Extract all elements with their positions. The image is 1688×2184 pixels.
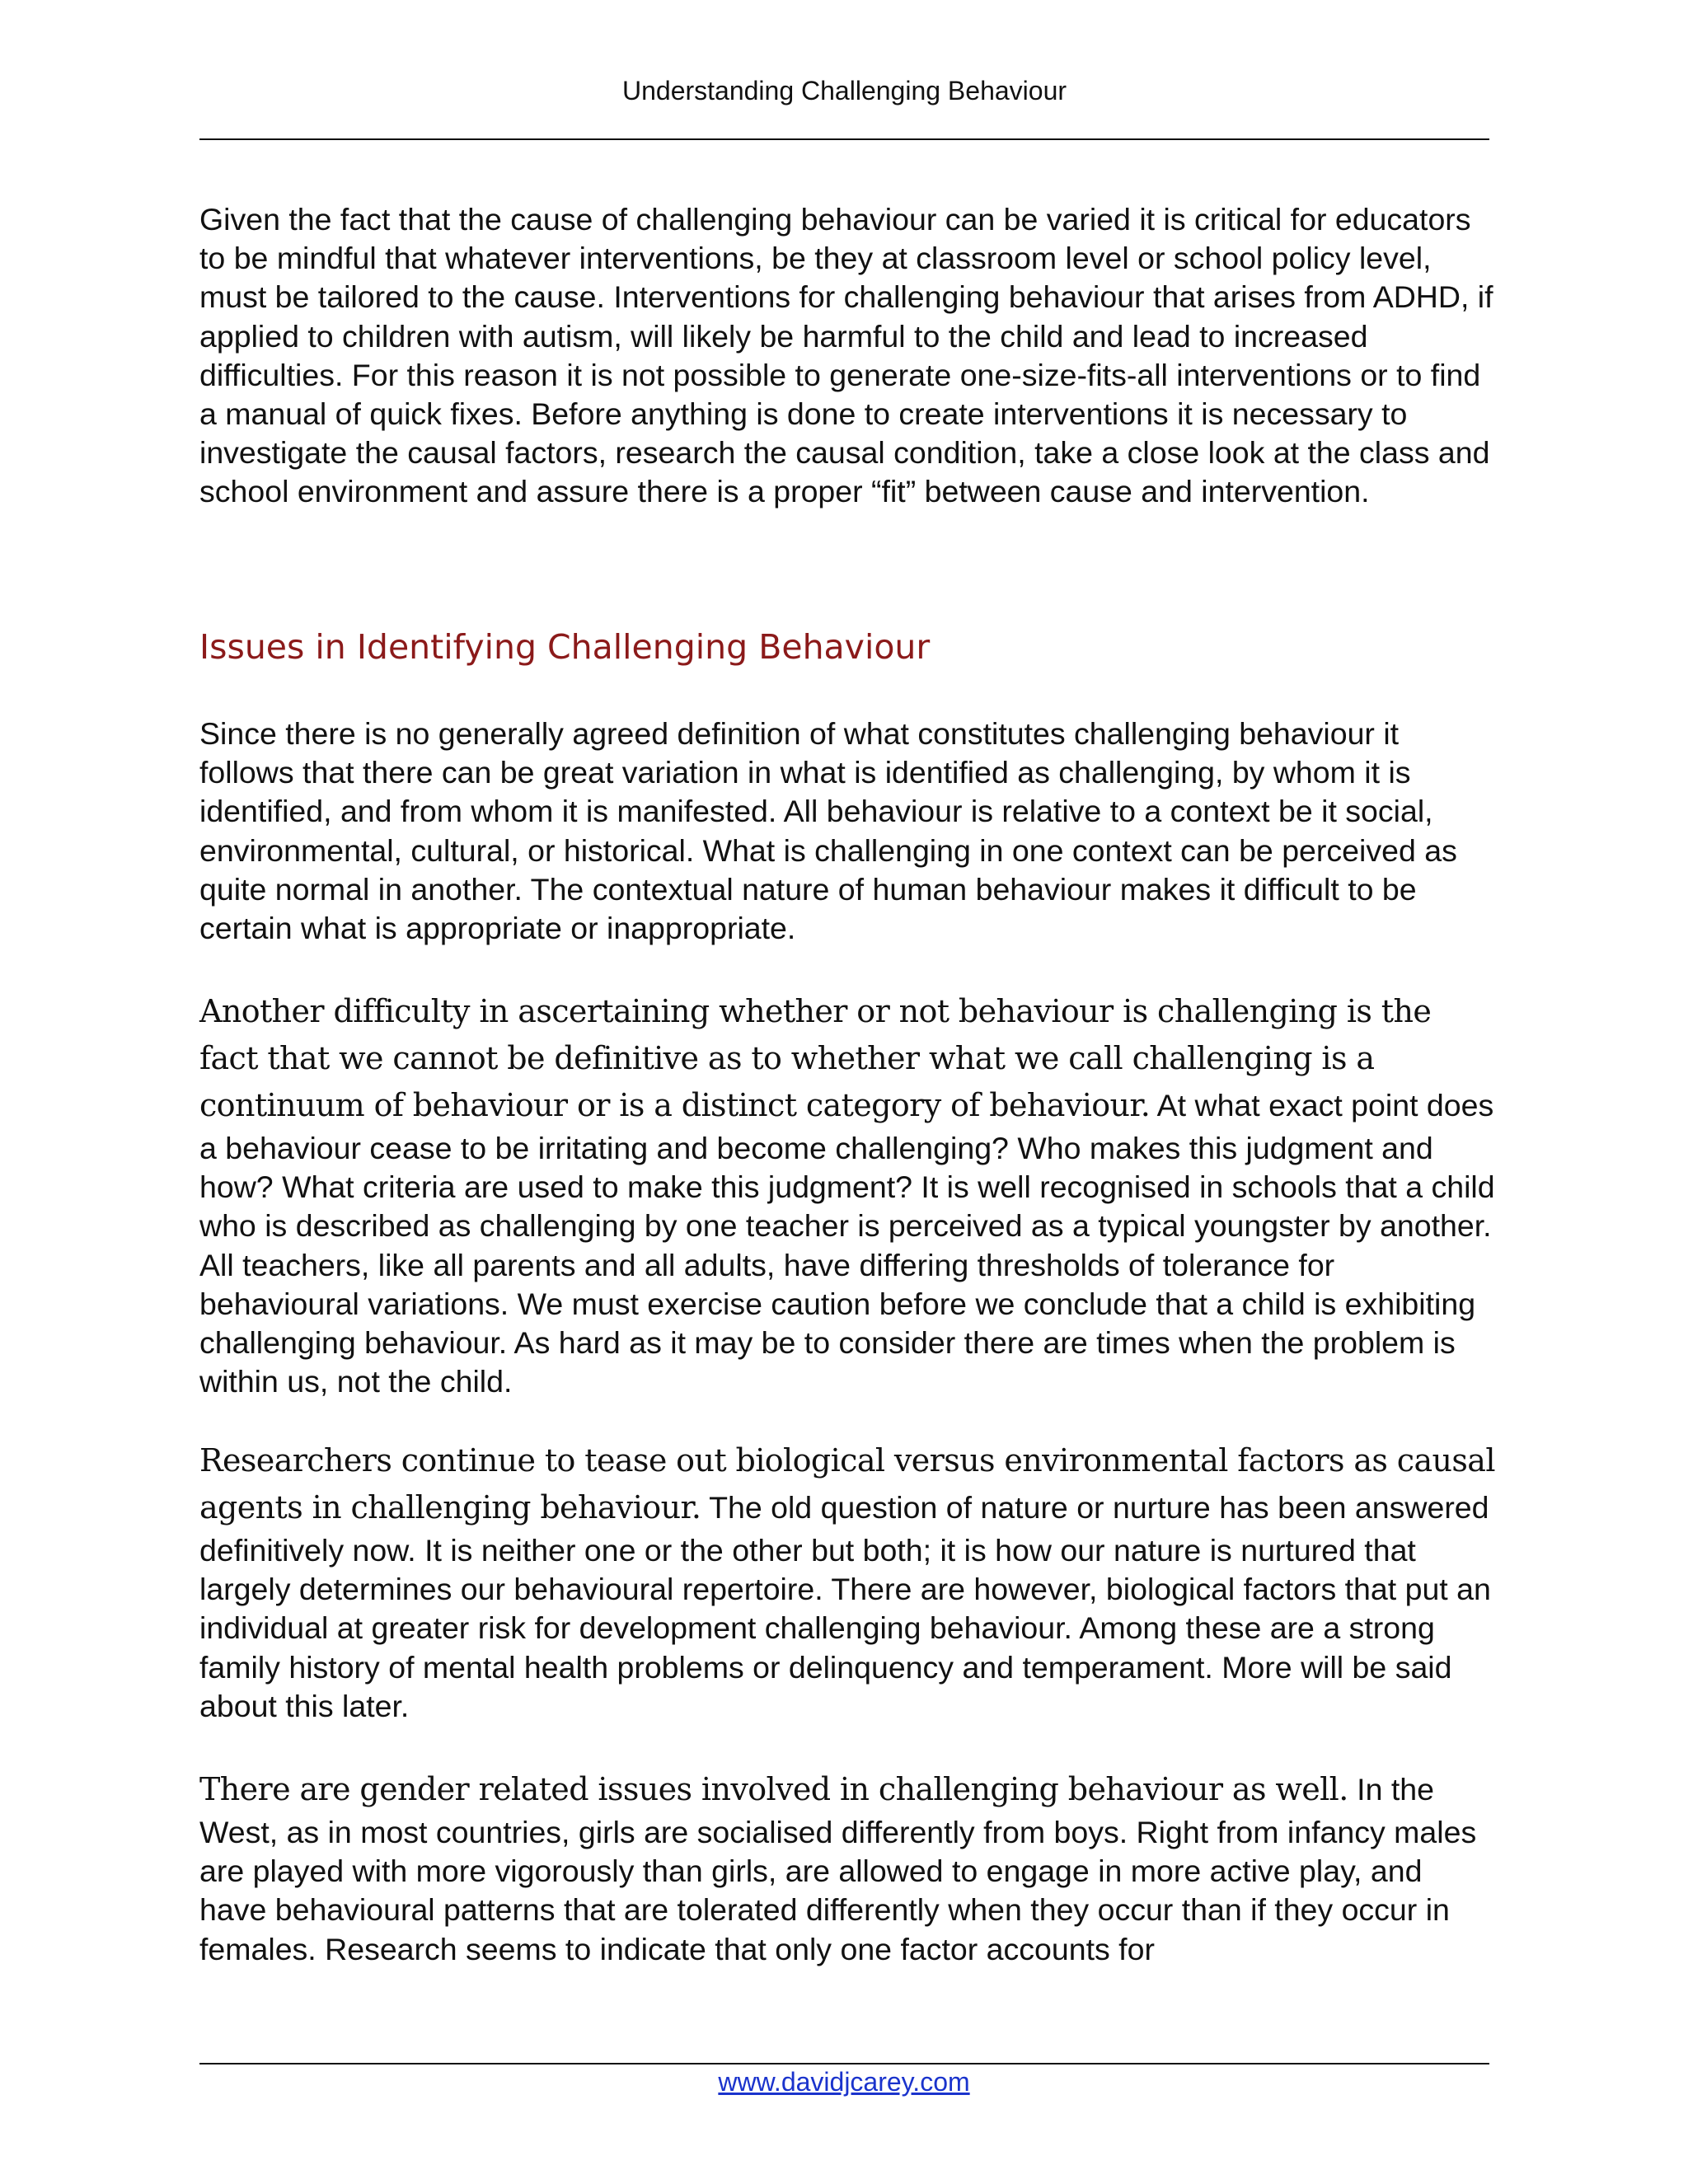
paragraph-5 (199, 1766, 1498, 1969)
paragraph-3 (199, 988, 1498, 1401)
footer-rule (199, 2063, 1489, 2064)
paragraph-3-rest: At what exact point does a behaviour cease to be irritating and become challenging? Who makes this judgment and how? What criteria are used to make this judgment? It is well recognised in schools that a child who is described as challenging by one teacher is perceived as a typical youngster by another. All teachers, like all parents and all adults, have differing thresholds of tolerance for behavioural variations. We must exercise caution before we conclude that a child is exhibiting challenging behaviour. As hard as it may be to consider there are times when the problem is within us, not the child. (199, 1088, 1495, 1399)
paragraph-3-lead: Another difficulty in ascertaining whether or not behaviour is challenging is the fact that we cannot be definitive as to whether what we call challenging is a continuum of behaviour or is a distinct category of behaviour. (199, 993, 1432, 1123)
paragraph-4-lead: Researchers continue to tease out biological versus environmental factors as causal agents in challenging behaviour. (199, 1442, 1495, 1526)
footer (0, 2067, 1688, 2097)
paragraph-2: Since there is no generally agreed definition of what constitutes challenging behaviour it follows that there can be great variation in what is identified as challenging, by whom it is identified, and from whom it is manifested. All behaviour is relative to a context be it social, environmental, cultural, or historical. What is challenging in one context can be perceived as quite normal in another. The contextual nature of human behaviour makes it difficult to be certain what is appropriate or inappropriate. (199, 716, 1457, 946)
paragraph-4-rest: The old question of nature or nurture has been answered definitively now. It is neither one or the other but both; it is how our nature is nurtured that largely determines our behavioural repertoire. There are however, biological factors that put an individual at greater risk for development challenging behaviour. Among these are a strong family history of mental health problems or delinquency and temperament. More will be said about this later. (199, 1490, 1491, 1723)
running-header: Understanding Challenging Behaviour (621, 76, 1067, 105)
header-rule (199, 138, 1489, 140)
website-link[interactable]: www.davidjcarey.com (718, 2067, 970, 2097)
paragraph-4 (199, 1437, 1498, 1726)
section-heading: Issues in Identifying Challenging Behaviour (199, 627, 931, 667)
paragraph-1: Given the fact that the cause of challenging behaviour can be varied it is critical for educators to be mindful that whatever interventions, be they at classroom level or school policy level, must be tailored to the cause. Interventions for challenging behaviour that arises from ADHD, if applied to children with autism, will likely be harmful to the child and lead to increased difficulties. For this reason it is not possible to generate one-size-fits-all interventions or to find a manual of quick fixes. Before anything is done to create interventions it is necessary to investigate the causal factors, research the causal condition, take a close look at the class and school environment and assure there is a proper “fit” between cause and intervention. (199, 202, 1493, 509)
paragraph-5-lead: There are gender related issues involved in challenging behaviour as well. (199, 1771, 1348, 1807)
paragraph-5-rest: In the West, as in most countries, girls are socialised differently from boys. Right from infancy males are played with more vigorously than girls, are allowed to engage in more active play, and have behavioural patterns that are tolerated differently when they occur than if they occur in females. Research seems to indicate that only one factor accounts for (199, 1772, 1477, 1966)
